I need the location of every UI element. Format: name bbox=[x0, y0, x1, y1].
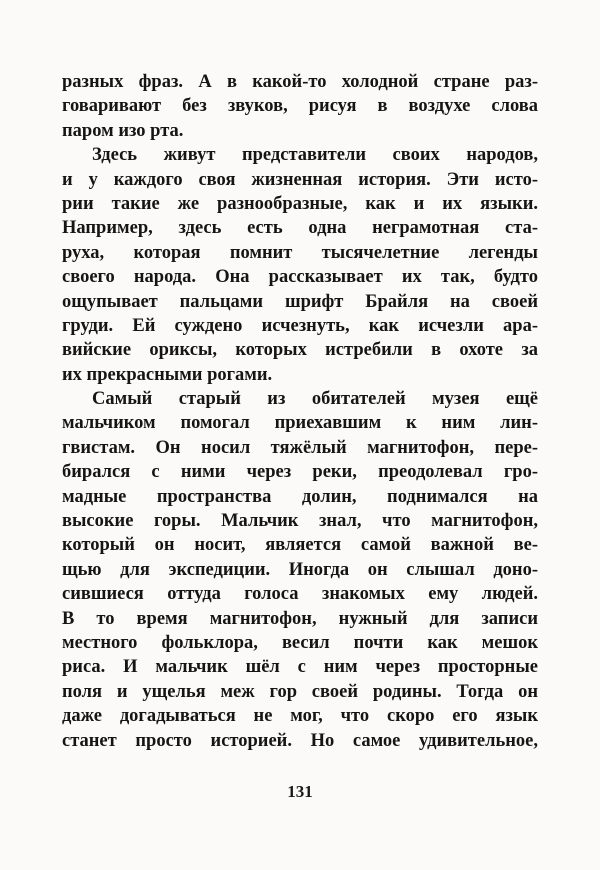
text-line: риса. И мальчик шёл с ним через просторные bbox=[62, 657, 538, 678]
page-text bbox=[62, 70, 538, 753]
text-line: В то время магнитофон, нужный для записи bbox=[62, 608, 538, 629]
text-line: говаривают без звуков, рисуя в воздухе слова bbox=[62, 96, 538, 117]
text-line: который он носит, является самой важной ве- bbox=[62, 535, 538, 556]
text-line: поля и ущелья меж гор своей родины. Тогда он bbox=[62, 681, 538, 702]
text-line: местного фольклора, весил почти как мешок bbox=[62, 632, 538, 653]
text-line: их прекрасными рогами. bbox=[62, 364, 273, 385]
text-line: сившиеся оттуда голоса знакомых ему людей. bbox=[62, 584, 538, 605]
text-line: высокие горы. Мальчик знал, что магнитофон, bbox=[62, 511, 538, 532]
text-line: бирался с ними через реки, преодолевал гро- bbox=[62, 462, 538, 483]
text-line: Здесь живут представители своих народов, bbox=[92, 145, 538, 166]
text-line: Например, здесь есть одна неграмотная ста- bbox=[62, 218, 538, 239]
text-line: и у каждого своя жизненная история. Эти исто- bbox=[62, 169, 538, 190]
text-line: даже догадываться не мог, что скоро его язык bbox=[62, 706, 538, 727]
text-line: щью для экспедиции. Иногда он слышал доно- bbox=[62, 559, 538, 580]
text-line: ощупывает пальцами шрифт Брайля на своей bbox=[62, 291, 538, 312]
text-line: вийские ориксы, которых истребили в охоте за bbox=[62, 340, 538, 361]
text-line: станет просто историей. Но самое удивительное, bbox=[62, 730, 538, 751]
text-line: руха, которая помнит тысячелетние легенды bbox=[62, 242, 538, 263]
text-line: рии такие же разнообразные, как и их языки. bbox=[62, 193, 538, 214]
page-number: 131 bbox=[287, 782, 313, 801]
text-line: гвистам. Он носил тяжёлый магнитофон, пере- bbox=[62, 437, 538, 458]
text-line: Самый старый из обитателей музея ещё bbox=[92, 389, 538, 410]
text-line: мальчиком помогал приехавшим к ним лин- bbox=[62, 413, 538, 434]
text-line: разных фраз. А в какой-то холодной стране раз- bbox=[62, 72, 538, 92]
text-line: своего народа. Она рассказывает их так, будто bbox=[62, 267, 538, 288]
text-line: груди. Ей суждено исчезнуть, как исчезли ара- bbox=[62, 315, 538, 336]
text-line: паром изо рта. bbox=[62, 120, 184, 141]
text-line: мадные пространства долин, поднимался на bbox=[62, 486, 538, 507]
